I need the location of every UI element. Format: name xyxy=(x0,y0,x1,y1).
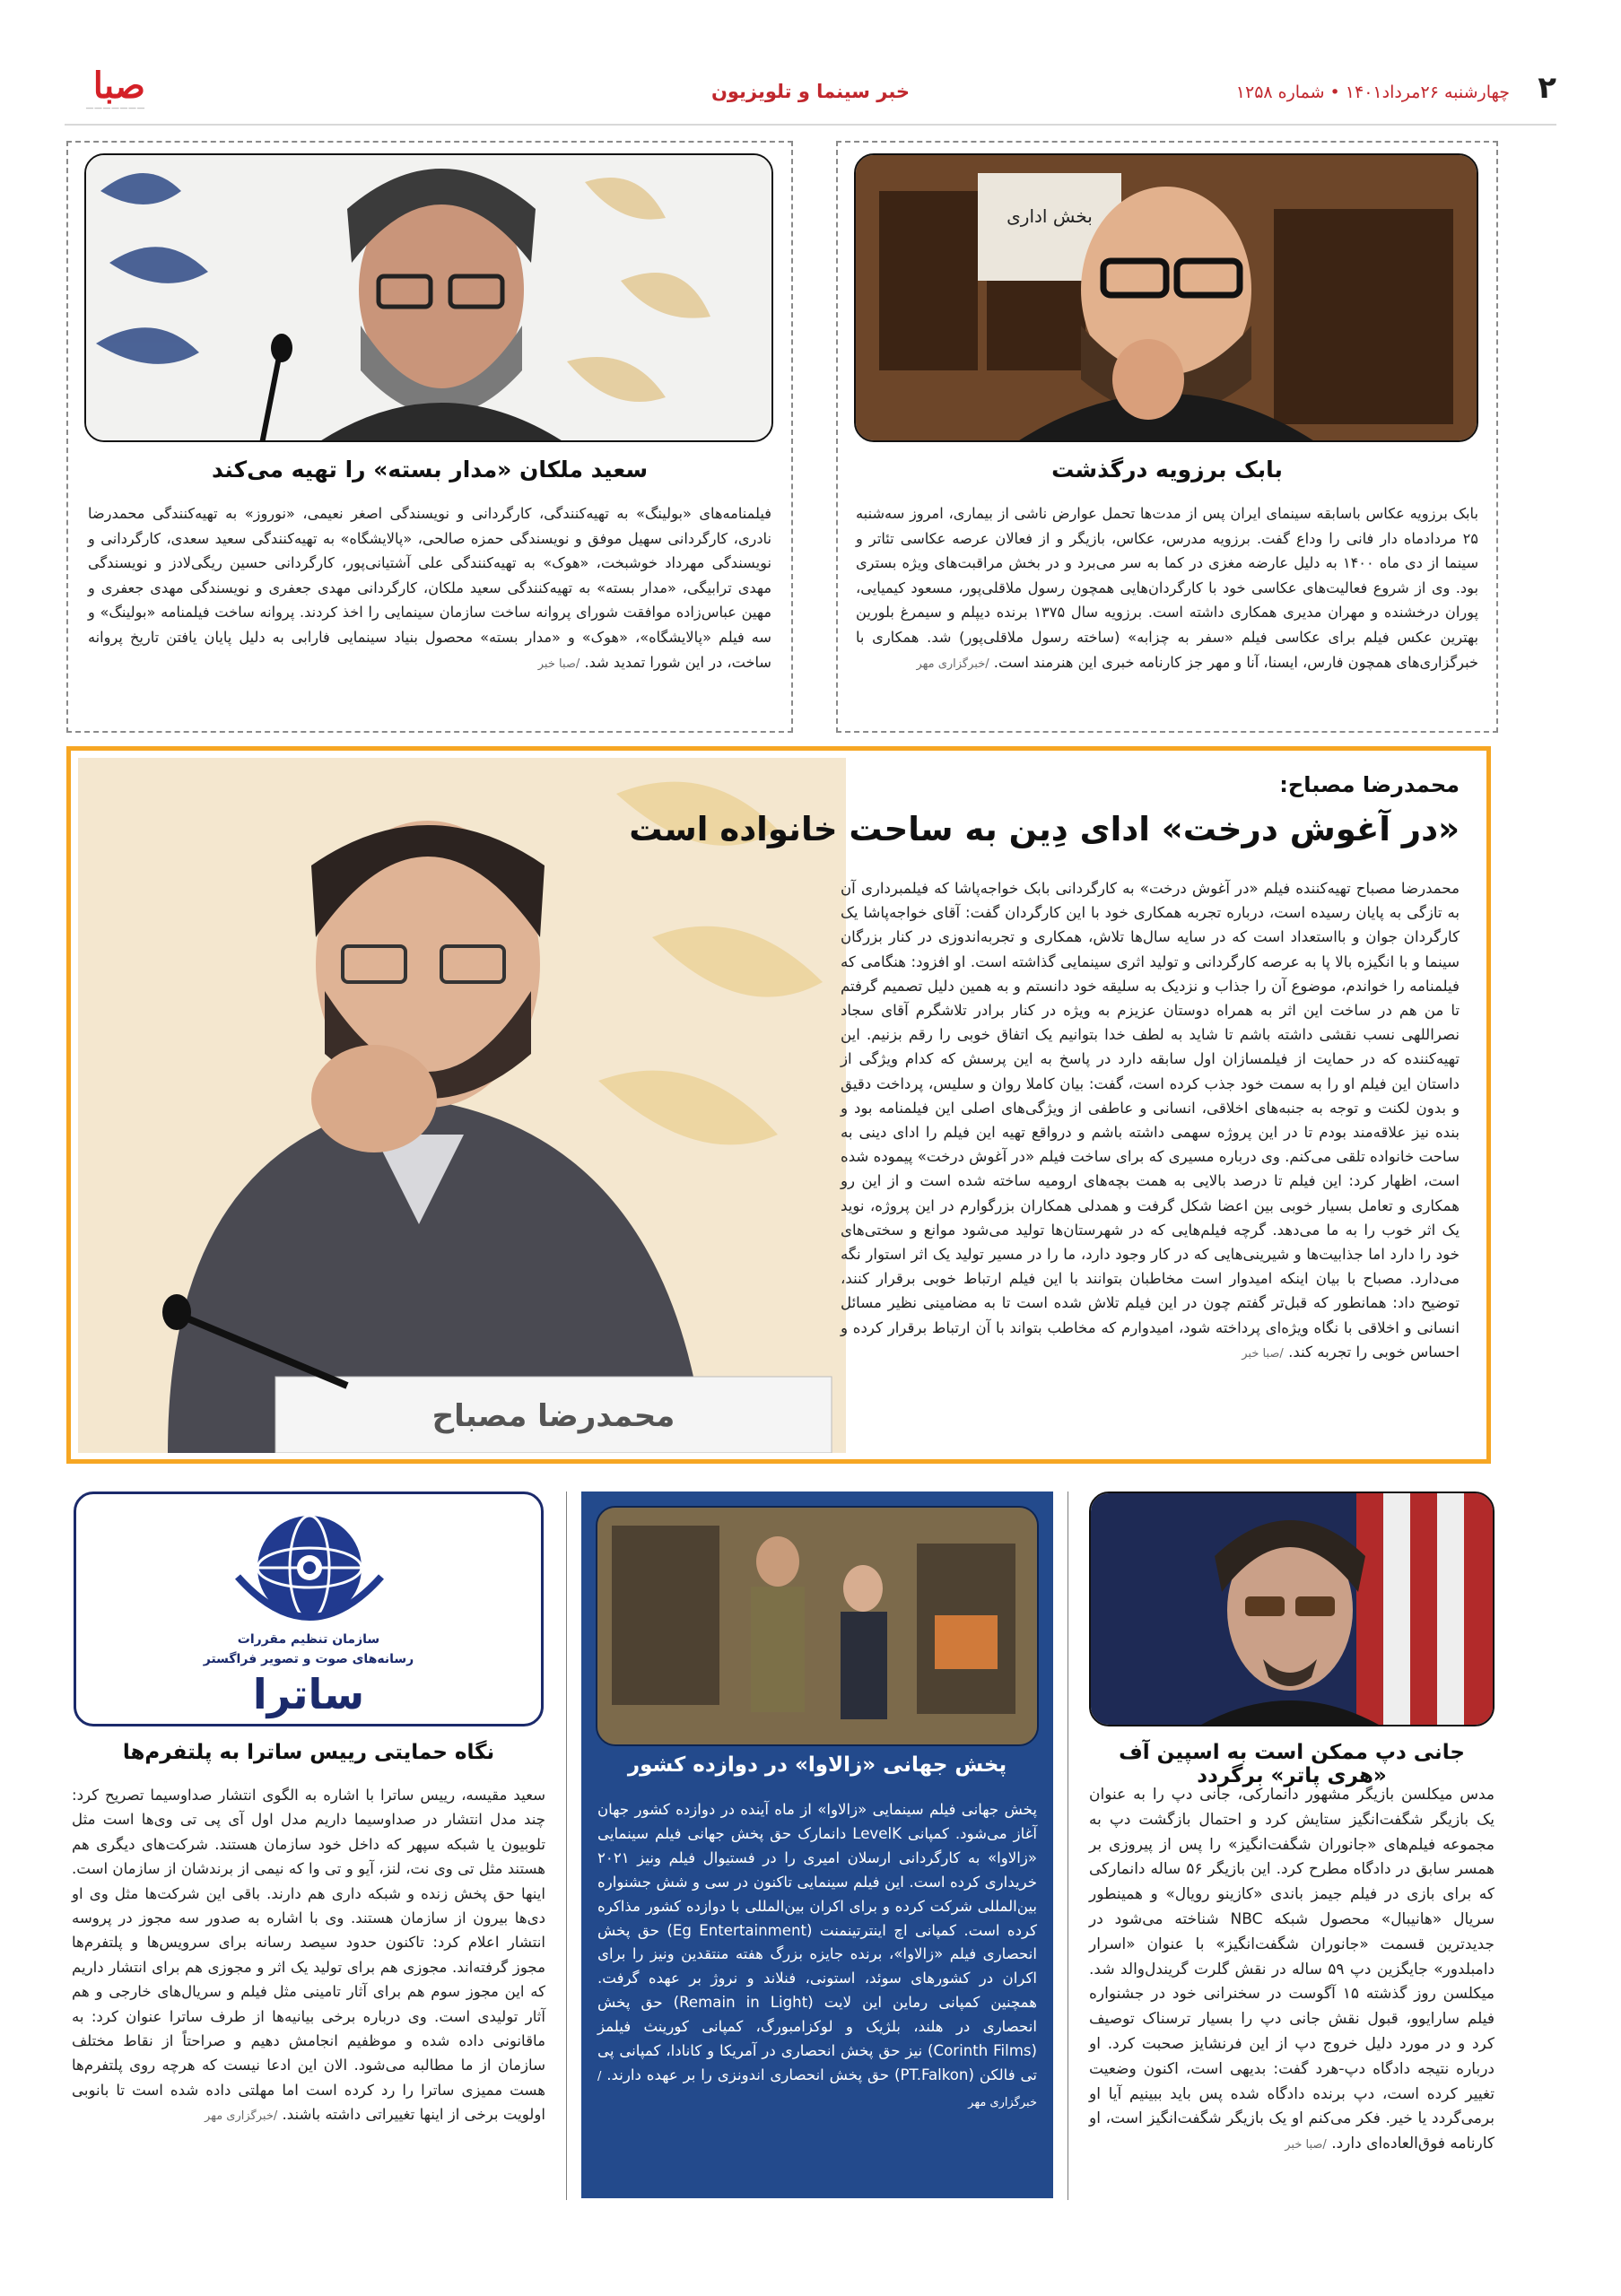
page-header xyxy=(65,63,1556,126)
section-title: خبر سینما و تلویزیون xyxy=(710,81,911,102)
satra-globe-icon xyxy=(76,1505,543,1639)
story-title-zalava: پخش جهانی «زالاوا» در دوازده کشور xyxy=(627,1753,1007,1777)
portrait-image xyxy=(78,758,846,1453)
photo-mohammadreza-mesbah xyxy=(78,758,846,1453)
feature-kicker: محمدرضا مصباح: xyxy=(1279,772,1460,797)
story-body-satra: سعید مقیسه، رییس ساترا با اشاره به الگوی انتشار صداوسیما تصریح کرد: چند مدل انتشار در صداوسیما داریم مدل اول آی پی تی وی‌ها است مثل تلوبیون یا شبکه سپهر که داخل خود سازمان هستند. شرکت‌های دیگری هم هستند مثل تی وی نت، لنز، آیو و تی وا که نیمی از برندشان از سازمان است. اینها حق پخش زنده و شبکه داری هم دارند. باقی این شرکت‌ها مثل وی او دی‌ها بیرون از سازمان هستند. وی با اشاره به صدور سه مجوز در پروسه انتشار اعلام کرد: تاکنون حدود سیصد رسانه برای سرویس‌ها و پلتفرم‌ها مجوز گرفته‌اند. مجوزی هم برای تولید یک اثر و مجوزی هم برای انتشار داریم که این مجوز سوم هم برای آثار تامینی مثل فیلم و سریال‌های خارجی و هم آثار تولیدی است. وی درباره برخی بیانیه‌ها از طرف ساترا عنوان کرد: به ماقانونی داده شده و موظفیم انجامش دهیم و صراحتاً از نقاط مختلف سازمان از ما مطالبه می‌شود. الان این ادعا نیست که هرچه روی پلتفرم‌ها هست ممیزی ساترا را رد کرده است اما مهلتی داده شده است تا بانوبی اولویت برخی از اینها تغییراتی داشته باشند. /خبرگزاری مهر xyxy=(72,1787,545,2124)
story-title-satra: نگاه حمایتی رییس ساترا به پلتفرم‌ها xyxy=(122,1741,495,1764)
story-body-malekan: فیلمنامه‌های «بولینگ» به تهیه‌کنندگی، کارگردانی و نویسندگی اصغر نعیمی، «نوروز» به تهیه‌کنندگی محمدرضا نادری، کارگردانی سهیل موفق و نویسندگی حمزه صالحی، «پالایشگاه» به تهیه‌کنندگی سعید سعدی، کارگردانی و نویسندگی مهرداد خوشبخت، «هوک» به تهیه‌کنندگی علی آشتیانی‌پور، کارگردانی حسین ریگی‌لادز و نویسندگی مهدی ترابیگی، «مدار بسته» به تهیه‌کنندگی سعید ملکان، کارگردانی مهدی جعفری و نویسندگی مهدی جعفری و مهین عباس‌زاده موافقت شورای پروانه ساخت سازمان سینمایی را اخذ کردند. پروانه ساخت فیلمنامه «بولینگ» و سه فیلم «پالایشگاه»، «هوک» و «مدار بسته» محصول بنیاد سینمایی فارابی به دلیل پایان یافتن تاریخ پروانه ساخت، در این شورا تمدید شد. /صبا خبر xyxy=(88,505,771,671)
logo-tagline-icon: ——————— xyxy=(85,104,145,113)
portrait-image xyxy=(1089,1493,1493,1726)
story-title-barzooyeh: بابک برزویه درگذشت xyxy=(1051,457,1283,483)
nameplate-text: محمدرضا مصباح xyxy=(431,1398,675,1434)
feature-headline: «در آغوش درخت» ادای دِین به ساحت خانواده است xyxy=(629,810,1460,848)
photo-zalava-film xyxy=(596,1506,1039,1746)
photo-babak-barzooyeh xyxy=(854,153,1478,442)
satra-logo-line1: سازمان تنظیم مقررات xyxy=(237,1632,380,1647)
svg-text:بخش اداری: بخش اداری xyxy=(1007,205,1093,227)
issue-date-line: چهارشنبه ۲۶مرداد۱۴۰۱ • شماره ۱۲۵۸ xyxy=(1235,83,1510,102)
story-credit: /صبا خبر xyxy=(1285,2138,1327,2152)
story-credit: /خبرگزاری مهر xyxy=(597,2069,1037,2109)
feature-body: محمدرضا مصباح تهیه‌کننده فیلم «در آغوش درخت» به کارگردانی بابک خواجه‌پاشا که فیلمبرداری آن به تازگی به پایان رسیده است، درباره تجربه همکاری خود با این کارگردان گفت: آقای خواجه‌پاشا یک کارگردان جوان و بااستعداد است که در سایه سال‌ها تلاش، همکاری و تجربه‌اندوزی در کنار بزرگان سینما و با انگیزه بالا پا به عرصه کارگردانی و تولید اثری سینمایی گذاشته است. او افزود: هنگامی که فیلمنامه را خواندم، موضوع آن را جذاب و نزدیک به سلیقه خود دانستم و به همین دلیل تصمیم گرفتم تا من هم در ساخت این اثر به همراه دوستان عزیزم به ویژه در کنار برادر تلاشگرم آقای سجاد نصراللهی نسب نقشی داشته باشم تا شاید به لطف خدا بتوانیم یک اتفاق خوبی را رقم بزنیم. این تهیه‌کننده که در حمایت از فیلمسازان اول سابقه دارد در پاسخ به این پرسش که کدام ویژگی از داستان این فیلم او را به سمت خود جذب کرده است، گفت: بیان کاملا روان و سلیس، پرداخت دقیق و بدون لکنت و توجه به جنبه‌های اخلاقی، انسانی و عاطفی از ویژگی‌های اصلی این فیلمنامه بود و بنده نیز علاقه‌مند بودم تا در این پروژه سهمی داشته باشم و درواقع تهیه این فیلم را ادای دینی به ساحت خانواده تلقی می‌کنم. وی درباره مسیری که برای ساخت فیلم «در آغوش درخت» پیموده شده است، اظهار کرد: این فیلم تا درصد بالایی به همت بچه‌های ارومیه ساخته شده است و از این رو همکاری و تعامل بسیار خوبی بین اعضا شکل گرفت و همدلی همکاران بزرگوارم در این پروژه، نوید یک اثر خوب را به ما می‌دهد. گرچه فیلم‌هایی که در شهرستان‌ها تولید می‌شود موانع و سختی‌های خود را دارد اما جذابیت‌ها و شیرینی‌هایی که در کار وجود دارد، ما را در مسیر تولید یک اثر استوار نگه می‌دارد. مصباح با بیان اینکه امیدوار است مخاطبان بتوانند با این فیلم ارتباط خوبی برقرار کنند، توضیح داد: همانطور که قبل‌تر گفتم چون در این فیلم تلاش شده است تا به مضامینی نظیر مسائل انسانی و اخلاقی با نگاه ویژه‌ای پرداخته شود، امیدوارم که مخاطب بتواند با آن ارتباط برقرار کرده و احساس خوبی را تجربه کند. /صبا خبر xyxy=(841,880,1460,1361)
story-zalava xyxy=(581,1492,1053,2198)
story-credit: /خبرگزاری مهر xyxy=(916,657,989,671)
portrait-image xyxy=(854,155,1477,442)
story-title-malekan: سعید ملکان «مدار بسته» را تهیه می‌کند xyxy=(211,457,649,483)
newspaper-logo[interactable]: صبا ——————— xyxy=(65,68,145,115)
story-body-zalava: پخش جهانی فیلم سینمایی «زالاوا» از ماه آینده در دوازده کشور جهان آغاز می‌شود. کمپانی LevelK دانمارک حق پخش جهانی فیلم سینمایی «زالاوا» به کارگردانی ارسلان امیری را در فستیوال فیلم ونیز ۲۰۲۱ خریداری کرده است. این فیلم سینمایی تاکنون در سی و شش جشنواره بین‌المللی شرکت کرده و برای اکران بین‌المللی با دوازده کشور مذاکره کرده است. کمپانی اچ اینترتینمنت (Eg Entertainment) حق پخش انحصاری فیلم «زالاوا»، برنده جایزه بزرگ هفته منتقدین ونیز را برای اکران در کشورهای سوئد، استونی، فنلاند و نروژ بر عهده گرفت. همچنین کمپانی رماین این لایت (Remain in Light) حق پخش انحصاری در هلند، بلژیک و لوکزامبورگ، کمپانی کورینث فیلمز (Corinth Films) نیز حق پخش انحصاری در آمریکا و کانادا، کمپانی پی تی فالکن (PT.Falkon) حق پخش انحصاری اندونزی را بر عهده دارند. /خبرگزاری مهر xyxy=(597,1801,1038,2109)
photo-johnny-depp xyxy=(1089,1492,1495,1726)
satra-logo-line2: رسانه‌های صوت و تصویر فراگستر xyxy=(203,1652,414,1666)
film-still-image xyxy=(596,1508,1037,1746)
story-satra xyxy=(66,1492,551,2209)
column-divider xyxy=(566,1492,567,2200)
page-number: ۲ xyxy=(1538,70,1556,106)
story-box-barzooyeh xyxy=(836,141,1498,733)
story-body-barzooyeh: بابک برزویه عکاس باسابقه سینمای ایران پس از مدت‌ها تحمل عوارض ناشی از بیماری، امروز سه‌شنبه ۲۵ مردادماه دار فانی را وداع گفت. برزویه مدرس، عکاس، بازیگر و از فعالان عرصه عکاسی تئاتر و سینما از دی ماه ۱۴۰۰ به دلیل عارضه مغزی در کما به سر می‌برد و در بخش مراقبت‌های ویژه بستری بود. وی از شروع فعالیت‌های عکاسی خود با کارگردان‌هایی همچون رسول ملاقلی‌پور، مسعود کیمیایی، پوران درخشنده و مهران مدیری همکاری داشته است. برزویه سال ۱۳۷۵ برنده دیپلم و سیمرغ بلورین بهترین عکس فیلم برای عکاسی فیلم «سفر به چزابه» (ساخته رسول ملاقلی‌پور) شد. همکاری با خبرگزاری‌های همچون فارس، ایسنا، آنا و مهر جز کارنامه خبری این هنرمند است. /خبرگزاری مهر xyxy=(856,505,1479,671)
story-credit: /صبا خبر xyxy=(537,657,580,671)
photo-saeed-malekan xyxy=(84,153,773,442)
satra-logo-box xyxy=(74,1492,544,1726)
story-johnny-depp xyxy=(1085,1492,1498,2209)
portrait-image xyxy=(84,155,771,442)
story-box-malekan xyxy=(66,141,793,733)
satra-logo-name: ساترا xyxy=(252,1670,365,1718)
story-body-johnny-depp: مدس میکلسن بازیگر مشهور دانمارکی، جانی دپ را به عنوان یک بازیگر شگفت‌انگیز ستایش کرد و احتمال بازگشت دپ به مجموعه فیلم‌های «جانوران شگفت‌انگیز» را پس از پیروزی بر همسر سابق در دادگاه مطرح کرد. این بازیگر ۵۶ ساله دانمارکی که برای بازی در فیلم جیمز باندی «کازینو رویال» و همینطور سریال «هانیبال» محصول شبکه NBC شناخته می‌شود در جدیدترین قسمت «جانوران شگفت‌انگیز» با عنوان «اسرار دامبلدور» جایگزین دپ ۵۹ ساله در نقش گلرت گریندل‌والد شد. میکلسن روز گذشته ۱۵ آگوست در سخنرانی خود در جشنواره فیلم سارایوو، قبول نقش جانی دپ را بسیار ترسناک توصیف کرد و در مورد دلیل خروج دپ از این فرنشایز صحبت کرد. او درباره نتیجه دادگاه دپ-هرد گفت: بدیهی است، اکنون وضعیت تغییر کرده است، دپ برنده دادگاه شده پس باید ببینیم آیا او برمی‌گردد یا خیر. فکر می‌کنم او یک بازیگر شگفت‌انگیز است، او کارنامه فوق‌العاده‌ای دارد. /صبا خبر xyxy=(1089,1786,1495,2153)
feature-story-box xyxy=(66,746,1491,1464)
story-title-johnny-depp: جانی دپ ممکن است به اسپین آف «هری پاتر» برگردد xyxy=(1119,1741,1465,1787)
story-credit: /خبرگزاری مهر xyxy=(205,2109,278,2124)
story-credit: /صبا خبر xyxy=(1242,1346,1284,1361)
